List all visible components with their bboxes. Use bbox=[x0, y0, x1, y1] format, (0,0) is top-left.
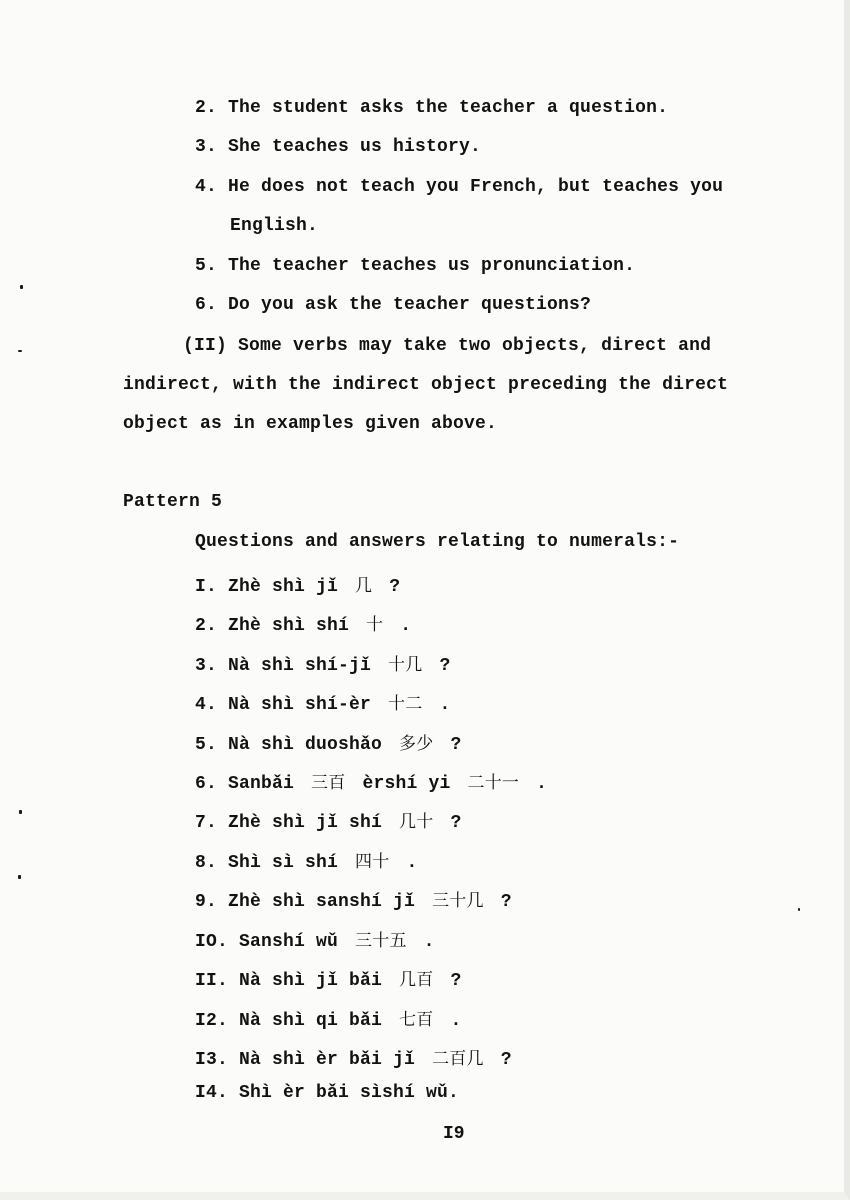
numeral-hanzi: 十 bbox=[366, 615, 384, 635]
numeral-question bbox=[195, 729, 461, 755]
pattern-intro: Questions and answers relating to numerals:- bbox=[195, 532, 680, 552]
scan-speck bbox=[19, 810, 22, 814]
numeral-answer bbox=[195, 768, 547, 794]
scan-speck bbox=[798, 908, 800, 911]
numeral-question bbox=[195, 571, 400, 597]
numeral-punctuation: . bbox=[536, 774, 548, 794]
numeral-pinyin: 4. Nà shì shí-èr bbox=[195, 695, 372, 715]
numeral-answer bbox=[195, 926, 435, 952]
numeral-hanzi: 多少 bbox=[399, 734, 434, 754]
numeral-hanzi: 三十五 bbox=[355, 931, 407, 951]
sentence-item: 5. The teacher teaches us pronunciation. bbox=[195, 256, 636, 276]
numeral-punctuation: ? bbox=[500, 892, 512, 912]
numeral-hanzi: 几十 bbox=[399, 812, 434, 832]
numeral-pinyin: I4. Shì èr bǎi sìshí wǔ. bbox=[195, 1083, 460, 1103]
numeral-hanzi: 十几 bbox=[388, 655, 423, 675]
sentence-item: 3. She teaches us history. bbox=[195, 137, 482, 157]
numeral-question bbox=[195, 965, 461, 991]
numeral-answer bbox=[195, 1083, 459, 1103]
numeral-hanzi: 三百 bbox=[311, 773, 346, 793]
numeral-punctuation: ? bbox=[439, 656, 451, 676]
numeral-pinyin: 6. Sanbǎi bbox=[195, 774, 295, 794]
numeral-question bbox=[195, 1044, 512, 1070]
numeral-punctuation: ? bbox=[450, 813, 462, 833]
numeral-answer bbox=[195, 1005, 461, 1031]
numeral-pinyin: 7. Zhè shì jǐ shí bbox=[195, 813, 383, 833]
numeral-pinyin: 3. Nà shì shí-jǐ bbox=[195, 656, 372, 676]
page-number: I9 bbox=[443, 1124, 465, 1144]
numeral-pinyin: 2. Zhè shì shí bbox=[195, 616, 350, 636]
numeral-pinyin: èrshí yi bbox=[362, 774, 451, 794]
numeral-hanzi: 七百 bbox=[399, 1010, 434, 1030]
pattern-heading: Pattern 5 bbox=[123, 492, 223, 512]
numeral-punctuation: ? bbox=[500, 1050, 512, 1070]
numeral-answer bbox=[195, 689, 450, 715]
scan-speck bbox=[18, 350, 22, 352]
numeral-answer bbox=[195, 847, 417, 873]
numeral-pinyin: IO. Sanshí wǔ bbox=[195, 932, 339, 952]
numeral-answer bbox=[195, 610, 411, 636]
numeral-punctuation: . bbox=[450, 1011, 462, 1031]
grammar-note-line: object as in examples given above. bbox=[123, 414, 498, 434]
numeral-punctuation: ? bbox=[389, 577, 401, 597]
numeral-hanzi: 二百几 bbox=[432, 1049, 484, 1069]
numeral-pinyin: I3. Nà shì èr bǎi jǐ bbox=[195, 1050, 416, 1070]
numeral-hanzi: 几百 bbox=[399, 970, 434, 990]
numeral-question bbox=[195, 886, 512, 912]
numeral-hanzi: 三十几 bbox=[432, 891, 484, 911]
numeral-hanzi: 二十一 bbox=[467, 773, 520, 793]
numeral-question bbox=[195, 807, 461, 833]
numeral-pinyin: I. Zhè shì jǐ bbox=[195, 577, 339, 597]
numeral-hanzi: 四十 bbox=[355, 852, 390, 872]
numeral-hanzi: 十二 bbox=[388, 694, 423, 714]
numeral-punctuation: ? bbox=[450, 735, 462, 755]
sentence-item-continuation: English. bbox=[230, 216, 319, 236]
numeral-punctuation: . bbox=[439, 695, 451, 715]
numeral-punctuation: . bbox=[406, 853, 418, 873]
scan-speck bbox=[18, 875, 21, 879]
grammar-note-line: indirect, with the indirect object preceding the direct bbox=[123, 375, 729, 395]
grammar-note-line: (II) Some verbs may take two objects, direct and bbox=[183, 336, 712, 356]
sentence-item: 6. Do you ask the teacher questions? bbox=[195, 295, 592, 315]
numeral-punctuation: . bbox=[423, 932, 435, 952]
numeral-question bbox=[195, 650, 450, 676]
numeral-pinyin: I2. Nà shì qi bǎi bbox=[195, 1011, 383, 1031]
numeral-pinyin: II. Nà shì jǐ bǎi bbox=[195, 971, 383, 991]
numeral-punctuation: . bbox=[400, 616, 412, 636]
scan-speck bbox=[20, 285, 23, 289]
numeral-pinyin: 8. Shì sì shí bbox=[195, 853, 339, 873]
numeral-hanzi: 几 bbox=[355, 576, 373, 596]
sentence-item: 2. The student asks the teacher a question. bbox=[195, 98, 669, 118]
numeral-punctuation: ? bbox=[450, 971, 462, 991]
numeral-pinyin: 5. Nà shì duoshǎo bbox=[195, 735, 383, 755]
numeral-pinyin: 9. Zhè shì sanshí jǐ bbox=[195, 892, 416, 912]
sentence-item: 4. He does not teach you French, but teaches you bbox=[195, 177, 724, 197]
